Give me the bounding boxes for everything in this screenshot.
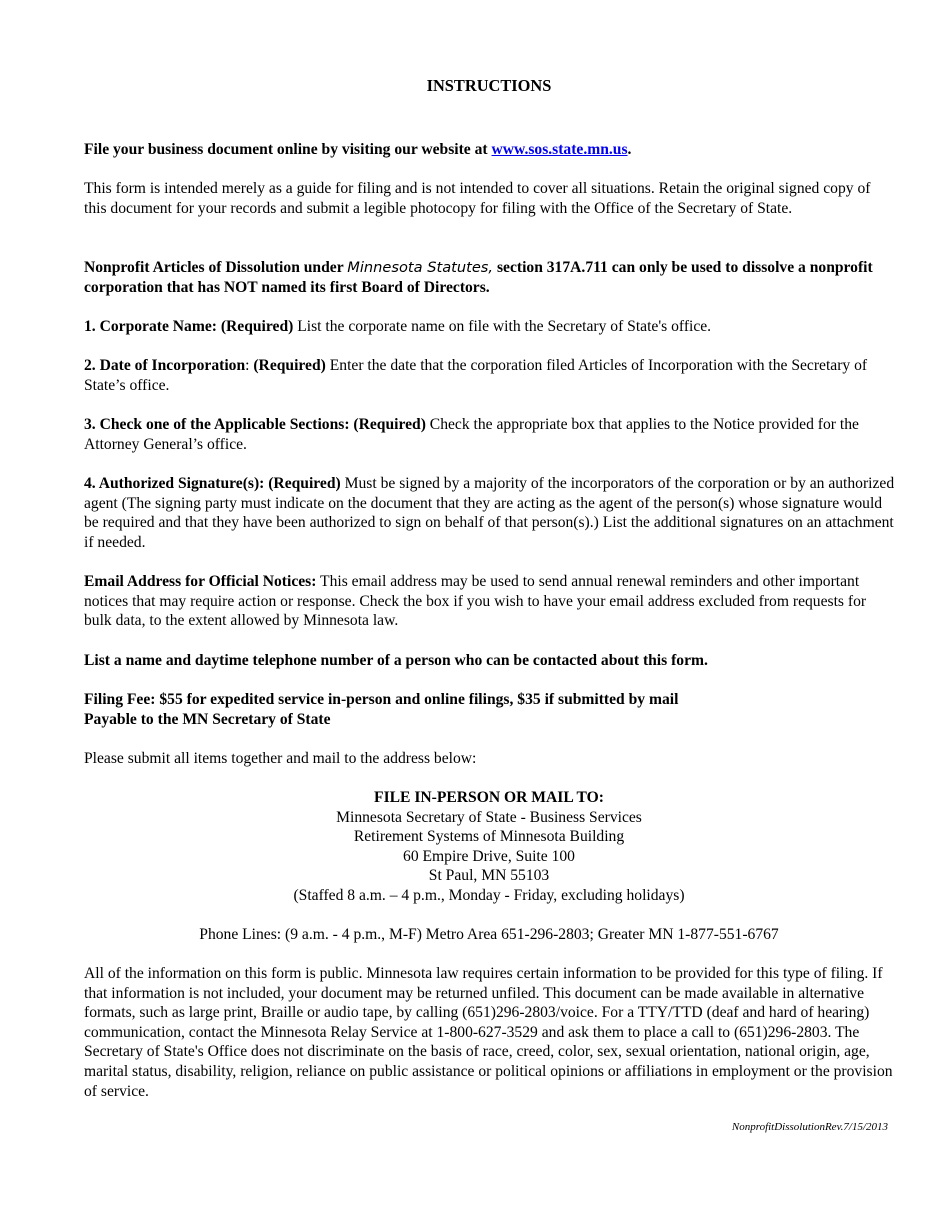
phone-lines-text: Phone Lines: (9 a.m. - 4 p.m., M-F) Metro Area 651-296-2803; Greater MN 1-877-551-6767 <box>199 926 779 943</box>
fee-line-2: Payable to the MN Secretary of State <box>84 710 331 728</box>
item-heading: 3. Check one of the Applicable Sections: (Required) <box>84 416 426 433</box>
intro-paragraph: This form is intended merely as a guide for filing and is not intended to cover all situations. Retain the original signed copy of this document for your records and submit a legible photocopy for filing with the Office of the Secretary of State. <box>84 180 871 217</box>
item-text: Must be signed by a majority of the incorporators of the corporation or by an authorized agent (The signing party must indicate on the document that they are acting as the agent of the person(s) whose signature would be required and that they have been authorized to sign on behalf of that person(s).) List the additional signatures on an attachment if needed. <box>84 475 895 551</box>
nonprofit-before: Nonprofit Articles of Dissolution under <box>84 259 348 276</box>
email-text: This email address may be used to send annual renewal reminders and other important notices that may require action or response. Check the box if you wish to have your email address excluded from requests for bulk data, to the extent allowed by Minnesota law. <box>84 573 867 630</box>
item-date-of-incorporation <box>84 356 896 395</box>
nonprofit-paragraph <box>84 258 896 297</box>
address-line: St Paul, MN 55103 <box>428 867 550 885</box>
public-information-paragraph: All of the information on this form is public. Minnesota law requires certain information to be provided for this type of filing. If that information is not included, your document may be returned unfiled. This document can be made available in alternative formats, such as large print, Braille or audio tape, by calling (651)296-2803/voice. For a TTY/TTD (deaf and hard of hearing) communication, contact the Minnesota Relay Service at 1-800-627-3529 and ask them to place a call to (651)296-2803. The Secretary of State's Office does not discriminate on the basis of race, creed, color, sex, sexual orientation, national origin, age, marital status, disability, religion, reliance on public assistance or political opinions or affiliations in employment or the provision of service. <box>84 965 893 1100</box>
email-heading: Email Address for Official Notices: <box>84 573 317 590</box>
item-text: Check the appropriate box that applies to the Notice provided for the Attorney General’s office. <box>84 416 859 453</box>
address-line: 60 Empire Drive, Suite 100 <box>403 847 575 865</box>
address-line: Retirement Systems of Minnesota Building <box>353 828 625 846</box>
contact-text: List a name and daytime telephone number of a person who can be contacted about this form. <box>84 652 708 669</box>
address-line: (Staffed 8 a.m. – 4 p.m., Monday - Friday, excluding holidays) <box>293 886 685 904</box>
submit-paragraph: Please submit all items together and mail to the address below: <box>84 750 477 767</box>
item-text: List the corporate name on file with the Secretary of State's office. <box>293 318 712 335</box>
mailing-address-block <box>0 788 950 906</box>
page-title: INSTRUCTIONS <box>426 76 552 95</box>
item-colon: : <box>245 357 254 374</box>
contact-paragraph <box>84 651 896 671</box>
online-filing-period: . <box>627 141 632 158</box>
item-authorized-signatures <box>84 474 896 552</box>
item-text: Enter the date that the corporation filed Articles of Incorporation with the Secretary of State’s office. <box>84 357 868 394</box>
online-filing-text: File your business document online by visiting our website at <box>84 141 492 158</box>
item-heading: 1. Corporate Name: (Required) <box>84 318 294 335</box>
address-heading: FILE IN-PERSON OR MAIL TO: <box>374 789 604 806</box>
item-required: (Required) <box>253 357 326 374</box>
online-filing-line <box>84 140 896 160</box>
form-revision-footer: NonprofitDissolutionRev.7/15/2013 <box>731 1121 888 1133</box>
website-link[interactable]: www.sos.state.mn.us <box>491 141 628 158</box>
phone-lines <box>0 925 950 945</box>
address-line: Minnesota Secretary of State - Business Services <box>336 808 642 826</box>
item-heading: 2. Date of Incorporation <box>84 357 246 374</box>
nonprofit-after: section 317A.711 can only be used to dissolve a nonprofit corporation that has NOT named its first Board of Directors. <box>84 259 873 296</box>
fee-paragraph <box>84 690 896 729</box>
statutes-name: Minnesota Statutes, <box>347 259 494 276</box>
item-applicable-sections <box>84 415 896 454</box>
item-corporate-name <box>84 317 896 337</box>
email-paragraph <box>84 572 896 631</box>
item-heading: 4. Authorized Signature(s): (Required) <box>84 475 341 492</box>
fee-line-1: Filing Fee: $55 for expedited service in-person and online filings, $35 if submitted by mail <box>84 691 679 708</box>
